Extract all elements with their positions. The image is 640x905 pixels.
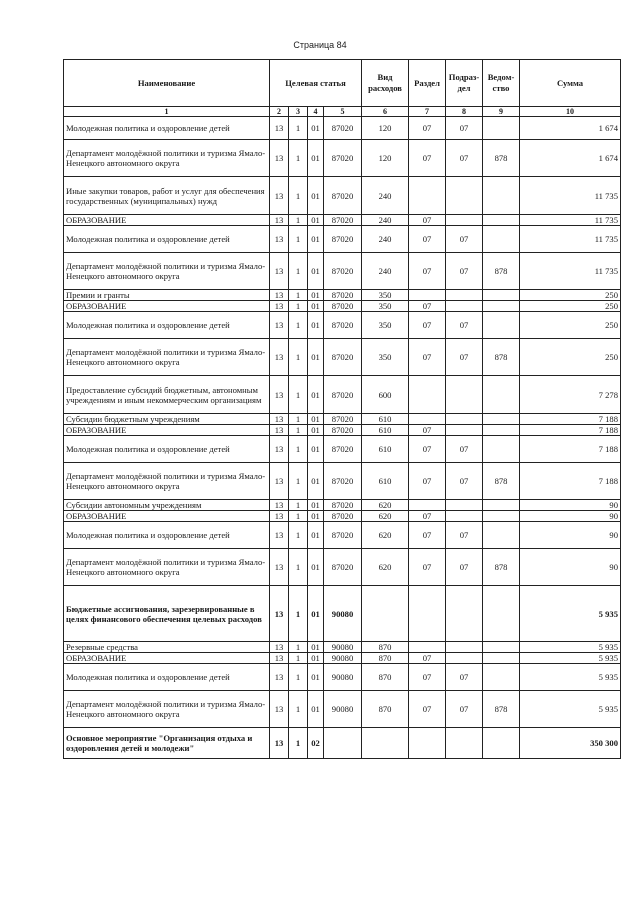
row-code-cell: 610 (362, 414, 409, 425)
column-number: 8 (446, 107, 483, 117)
header-name: Наименование (64, 60, 270, 107)
row-code-cell: 87020 (324, 301, 362, 312)
row-code-cell (446, 301, 483, 312)
row-code-cell: 07 (446, 339, 483, 376)
column-number-row (64, 107, 621, 117)
row-name-cell: Предоставление субсидий бюджетным, автономным учреждениям и иным некоммерческим организациям (64, 376, 270, 414)
row-code-cell: 610 (362, 425, 409, 436)
row-code-cell (483, 177, 520, 215)
row-name-cell: Бюджетные ассигнования, зарезервированные в целях финансового обеспечения целевых расходов (64, 586, 270, 642)
row-code-cell (446, 500, 483, 511)
row-code-cell (483, 290, 520, 301)
row-code-cell: 07 (446, 463, 483, 500)
table-row (64, 691, 621, 728)
column-number: 10 (520, 107, 621, 117)
row-code-cell: 87020 (324, 414, 362, 425)
row-code-cell (483, 728, 520, 759)
row-code-cell: 13 (270, 691, 289, 728)
row-code-cell (409, 500, 446, 511)
row-code-cell: 01 (308, 691, 324, 728)
row-code-cell (483, 500, 520, 511)
table-row (64, 215, 621, 226)
row-code-cell: 01 (308, 140, 324, 177)
row-code-cell: 1 (289, 253, 308, 290)
row-code-cell: 620 (362, 522, 409, 549)
row-sum-cell: 7 188 (520, 414, 621, 425)
row-code-cell: 13 (270, 653, 289, 664)
row-code-cell: 1 (289, 339, 308, 376)
row-code-cell: 01 (308, 653, 324, 664)
column-number: 7 (409, 107, 446, 117)
row-code-cell: 13 (270, 290, 289, 301)
row-code-cell: 13 (270, 642, 289, 653)
row-code-cell (483, 226, 520, 253)
row-code-cell: 87020 (324, 522, 362, 549)
header-target-article: Целевая статья (270, 60, 362, 107)
row-sum-cell: 90 (520, 522, 621, 549)
column-number: 1 (64, 107, 270, 117)
row-code-cell: 878 (483, 549, 520, 586)
row-code-cell: 13 (270, 500, 289, 511)
row-code-cell (409, 642, 446, 653)
row-code-cell (409, 376, 446, 414)
row-code-cell: 350 (362, 290, 409, 301)
row-code-cell: 01 (308, 463, 324, 500)
row-code-cell: 07 (446, 691, 483, 728)
row-code-cell: 1 (289, 177, 308, 215)
row-sum-cell: 1 674 (520, 140, 621, 177)
row-code-cell: 01 (308, 642, 324, 653)
row-code-cell: 620 (362, 549, 409, 586)
row-code-cell: 07 (446, 140, 483, 177)
row-code-cell (446, 586, 483, 642)
row-code-cell: 870 (362, 642, 409, 653)
row-code-cell: 01 (308, 215, 324, 226)
row-code-cell: 01 (308, 226, 324, 253)
row-code-cell: 13 (270, 140, 289, 177)
row-name-cell: Молодежная политика и оздоровление детей (64, 117, 270, 140)
row-code-cell: 1 (289, 226, 308, 253)
row-name-cell: Иные закупки товаров, работ и услуг для обеспечения государственных (муниципальных) нужд (64, 177, 270, 215)
row-code-cell: 87020 (324, 140, 362, 177)
row-code-cell (446, 376, 483, 414)
row-code-cell (483, 117, 520, 140)
row-code-cell (446, 511, 483, 522)
row-code-cell (446, 728, 483, 759)
row-code-cell: 1 (289, 376, 308, 414)
row-code-cell (446, 215, 483, 226)
row-name-cell: ОБРАЗОВАНИЕ (64, 215, 270, 226)
row-code-cell: 90080 (324, 664, 362, 691)
row-code-cell: 90080 (324, 691, 362, 728)
header-subsection: Подраз-дел (446, 60, 483, 107)
header-expense-type: Вид расходов (362, 60, 409, 107)
row-code-cell: 07 (446, 522, 483, 549)
row-code-cell (483, 425, 520, 436)
row-name-cell: ОБРАЗОВАНИЕ (64, 511, 270, 522)
row-code-cell: 07 (409, 549, 446, 586)
row-code-cell: 13 (270, 177, 289, 215)
row-code-cell (483, 376, 520, 414)
table-row (64, 301, 621, 312)
table-row (64, 140, 621, 177)
row-sum-cell: 5 935 (520, 653, 621, 664)
row-code-cell: 01 (308, 117, 324, 140)
row-name-cell: Премии и гранты (64, 290, 270, 301)
row-code-cell: 07 (409, 522, 446, 549)
row-code-cell: 13 (270, 522, 289, 549)
row-code-cell: 07 (446, 664, 483, 691)
row-code-cell: 07 (409, 436, 446, 463)
row-code-cell: 07 (409, 312, 446, 339)
row-name-cell: Молодежная политика и оздоровление детей (64, 664, 270, 691)
row-code-cell: 07 (409, 253, 446, 290)
table-row (64, 226, 621, 253)
row-code-cell: 1 (289, 653, 308, 664)
table-header-row (64, 60, 621, 107)
row-code-cell: 07 (446, 312, 483, 339)
row-code-cell: 620 (362, 500, 409, 511)
row-code-cell: 610 (362, 463, 409, 500)
row-name-cell: Молодежная политика и оздоровление детей (64, 436, 270, 463)
row-code-cell: 240 (362, 177, 409, 215)
row-name-cell: Департамент молодёжной политики и туризма Ямало-Ненецкого автономного округа (64, 339, 270, 376)
row-code-cell: 240 (362, 226, 409, 253)
row-code-cell: 1 (289, 312, 308, 339)
row-code-cell: 240 (362, 215, 409, 226)
row-code-cell: 13 (270, 436, 289, 463)
row-code-cell: 87020 (324, 549, 362, 586)
row-code-cell: 13 (270, 117, 289, 140)
row-code-cell: 07 (409, 691, 446, 728)
row-code-cell: 13 (270, 226, 289, 253)
row-code-cell: 07 (446, 117, 483, 140)
row-code-cell: 01 (308, 177, 324, 215)
row-code-cell: 1 (289, 691, 308, 728)
column-number: 3 (289, 107, 308, 117)
row-code-cell: 13 (270, 376, 289, 414)
row-code-cell: 87020 (324, 290, 362, 301)
row-code-cell (483, 414, 520, 425)
row-code-cell: 07 (409, 511, 446, 522)
row-sum-cell: 11 735 (520, 177, 621, 215)
row-code-cell: 878 (483, 463, 520, 500)
row-code-cell: 07 (446, 253, 483, 290)
row-code-cell: 620 (362, 511, 409, 522)
row-name-cell: Субсидии бюджетным учреждениям (64, 414, 270, 425)
row-code-cell: 13 (270, 511, 289, 522)
row-code-cell: 1 (289, 522, 308, 549)
row-code-cell: 90080 (324, 642, 362, 653)
row-sum-cell: 7 278 (520, 376, 621, 414)
row-name-cell: ОБРАЗОВАНИЕ (64, 653, 270, 664)
row-code-cell (362, 586, 409, 642)
row-code-cell: 87020 (324, 177, 362, 215)
row-code-cell: 07 (446, 436, 483, 463)
row-code-cell: 07 (409, 226, 446, 253)
row-code-cell: 01 (308, 301, 324, 312)
row-code-cell: 87020 (324, 511, 362, 522)
row-sum-cell: 11 735 (520, 253, 621, 290)
table-row (64, 642, 621, 653)
page-number-label: Страница 84 (293, 40, 347, 50)
row-code-cell: 120 (362, 117, 409, 140)
row-name-cell: Департамент молодёжной политики и туризма Ямало-Ненецкого автономного округа (64, 253, 270, 290)
row-code-cell (483, 522, 520, 549)
table-row (64, 549, 621, 586)
row-code-cell: 87020 (324, 253, 362, 290)
row-code-cell (446, 177, 483, 215)
row-code-cell: 13 (270, 312, 289, 339)
row-sum-cell: 250 (520, 312, 621, 339)
row-code-cell (483, 511, 520, 522)
row-name-cell: Департамент молодёжной политики и туризма Ямало-Ненецкого автономного округа (64, 691, 270, 728)
row-code-cell: 350 (362, 301, 409, 312)
row-code-cell: 07 (409, 215, 446, 226)
row-code-cell (409, 728, 446, 759)
row-code-cell: 870 (362, 653, 409, 664)
table-body (64, 117, 621, 759)
row-code-cell (483, 653, 520, 664)
row-code-cell: 02 (308, 728, 324, 759)
row-code-cell (324, 728, 362, 759)
table-row (64, 436, 621, 463)
row-code-cell: 01 (308, 339, 324, 376)
row-code-cell: 878 (483, 339, 520, 376)
row-code-cell: 1 (289, 215, 308, 226)
row-code-cell: 878 (483, 253, 520, 290)
table-row (64, 290, 621, 301)
row-name-cell: Молодежная политика и оздоровление детей (64, 522, 270, 549)
row-code-cell: 87020 (324, 425, 362, 436)
table-row (64, 728, 621, 759)
row-code-cell: 87020 (324, 463, 362, 500)
row-code-cell: 878 (483, 140, 520, 177)
header-section: Раздел (409, 60, 446, 107)
row-sum-cell: 250 (520, 290, 621, 301)
row-sum-cell: 7 188 (520, 436, 621, 463)
row-name-cell: ОБРАЗОВАНИЕ (64, 425, 270, 436)
row-code-cell: 07 (446, 549, 483, 586)
table-row (64, 177, 621, 215)
row-code-cell: 13 (270, 463, 289, 500)
row-code-cell (483, 664, 520, 691)
row-code-cell: 13 (270, 301, 289, 312)
row-code-cell: 07 (409, 653, 446, 664)
row-code-cell: 1 (289, 301, 308, 312)
row-code-cell (446, 290, 483, 301)
header-sum: Сумма (520, 60, 621, 107)
row-code-cell: 350 (362, 339, 409, 376)
row-code-cell: 01 (308, 549, 324, 586)
row-code-cell: 600 (362, 376, 409, 414)
row-code-cell: 01 (308, 290, 324, 301)
row-code-cell: 240 (362, 253, 409, 290)
row-name-cell: Молодежная политика и оздоровление детей (64, 312, 270, 339)
row-code-cell: 870 (362, 664, 409, 691)
row-code-cell: 1 (289, 549, 308, 586)
row-name-cell: Резервные средства (64, 642, 270, 653)
table-row (64, 522, 621, 549)
row-sum-cell: 250 (520, 301, 621, 312)
row-code-cell: 87020 (324, 500, 362, 511)
row-code-cell: 1 (289, 463, 308, 500)
table-row (64, 664, 621, 691)
table-row (64, 376, 621, 414)
header-department: Ведом-ство (483, 60, 520, 107)
row-code-cell: 01 (308, 312, 324, 339)
row-code-cell: 1 (289, 414, 308, 425)
column-number: 4 (308, 107, 324, 117)
row-code-cell (483, 215, 520, 226)
row-sum-cell: 5 935 (520, 664, 621, 691)
row-sum-cell: 7 188 (520, 463, 621, 500)
row-code-cell: 01 (308, 414, 324, 425)
row-code-cell: 1 (289, 425, 308, 436)
row-code-cell (483, 301, 520, 312)
row-code-cell: 87020 (324, 376, 362, 414)
table-row (64, 253, 621, 290)
row-code-cell (446, 414, 483, 425)
row-code-cell (446, 653, 483, 664)
table-row (64, 586, 621, 642)
row-code-cell: 90080 (324, 653, 362, 664)
row-name-cell: Департамент молодёжной политики и туризма Ямало-Ненецкого автономного округа (64, 140, 270, 177)
row-code-cell: 1 (289, 586, 308, 642)
row-sum-cell: 250 (520, 339, 621, 376)
table-row (64, 500, 621, 511)
row-sum-cell: 1 674 (520, 117, 621, 140)
row-code-cell: 07 (409, 463, 446, 500)
row-sum-cell: 90 (520, 500, 621, 511)
row-code-cell: 13 (270, 728, 289, 759)
row-name-cell: Департамент молодёжной политики и туризма Ямало-Ненецкого автономного округа (64, 463, 270, 500)
row-code-cell: 87020 (324, 215, 362, 226)
row-code-cell: 01 (308, 664, 324, 691)
row-sum-cell: 90 (520, 549, 621, 586)
row-code-cell: 13 (270, 586, 289, 642)
row-code-cell: 13 (270, 664, 289, 691)
row-code-cell: 13 (270, 253, 289, 290)
table-row (64, 463, 621, 500)
row-name-cell: Молодежная политика и оздоровление детей (64, 226, 270, 253)
row-code-cell: 90080 (324, 586, 362, 642)
row-code-cell: 07 (409, 140, 446, 177)
row-code-cell: 13 (270, 549, 289, 586)
row-code-cell: 350 (362, 312, 409, 339)
row-code-cell: 01 (308, 436, 324, 463)
row-code-cell (483, 436, 520, 463)
row-code-cell (446, 425, 483, 436)
column-number: 2 (270, 107, 289, 117)
row-code-cell (409, 414, 446, 425)
row-code-cell: 01 (308, 500, 324, 511)
table-row (64, 339, 621, 376)
row-code-cell: 01 (308, 586, 324, 642)
row-code-cell: 13 (270, 414, 289, 425)
row-code-cell: 1 (289, 642, 308, 653)
row-sum-cell: 11 735 (520, 215, 621, 226)
row-code-cell: 01 (308, 253, 324, 290)
row-code-cell: 07 (409, 425, 446, 436)
table-row (64, 425, 621, 436)
table-row (64, 653, 621, 664)
row-code-cell: 878 (483, 691, 520, 728)
row-code-cell: 87020 (324, 436, 362, 463)
column-number: 5 (324, 107, 362, 117)
row-code-cell: 13 (270, 425, 289, 436)
row-code-cell: 87020 (324, 312, 362, 339)
row-sum-cell: 11 735 (520, 226, 621, 253)
row-code-cell (409, 177, 446, 215)
row-sum-cell: 350 300 (520, 728, 621, 759)
row-code-cell: 1 (289, 117, 308, 140)
row-code-cell: 1 (289, 728, 308, 759)
row-code-cell: 610 (362, 436, 409, 463)
row-code-cell: 07 (446, 226, 483, 253)
budget-table (63, 59, 621, 759)
row-code-cell: 870 (362, 691, 409, 728)
row-code-cell: 01 (308, 522, 324, 549)
row-code-cell: 1 (289, 511, 308, 522)
row-code-cell: 07 (409, 664, 446, 691)
row-sum-cell: 5 935 (520, 691, 621, 728)
row-code-cell: 87020 (324, 117, 362, 140)
row-code-cell (483, 312, 520, 339)
row-code-cell (446, 642, 483, 653)
row-code-cell: 01 (308, 376, 324, 414)
row-code-cell (483, 642, 520, 653)
row-code-cell (483, 586, 520, 642)
row-code-cell: 13 (270, 215, 289, 226)
row-code-cell: 07 (409, 301, 446, 312)
row-sum-cell: 7 188 (520, 425, 621, 436)
row-name-cell: ОБРАЗОВАНИЕ (64, 301, 270, 312)
row-sum-cell: 90 (520, 511, 621, 522)
row-code-cell: 01 (308, 425, 324, 436)
row-code-cell: 13 (270, 339, 289, 376)
row-sum-cell: 5 935 (520, 642, 621, 653)
row-name-cell: Субсидии автономным учреждениям (64, 500, 270, 511)
row-code-cell: 120 (362, 140, 409, 177)
table-row (64, 312, 621, 339)
row-code-cell: 1 (289, 140, 308, 177)
row-sum-cell: 5 935 (520, 586, 621, 642)
row-code-cell (409, 290, 446, 301)
row-code-cell: 1 (289, 436, 308, 463)
table-row (64, 414, 621, 425)
row-code-cell (409, 586, 446, 642)
row-code-cell (362, 728, 409, 759)
row-name-cell: Департамент молодёжной политики и туризма Ямало-Ненецкого автономного округа (64, 549, 270, 586)
column-number: 9 (483, 107, 520, 117)
column-number: 6 (362, 107, 409, 117)
table-row (64, 117, 621, 140)
row-code-cell: 1 (289, 290, 308, 301)
row-code-cell: 07 (409, 117, 446, 140)
row-name-cell: Основное мероприятие "Организация отдыха и оздоровления детей и молодежи" (64, 728, 270, 759)
row-code-cell: 87020 (324, 226, 362, 253)
row-code-cell: 07 (409, 339, 446, 376)
row-code-cell: 1 (289, 664, 308, 691)
row-code-cell: 1 (289, 500, 308, 511)
row-code-cell: 01 (308, 511, 324, 522)
table-row (64, 511, 621, 522)
row-code-cell: 87020 (324, 339, 362, 376)
